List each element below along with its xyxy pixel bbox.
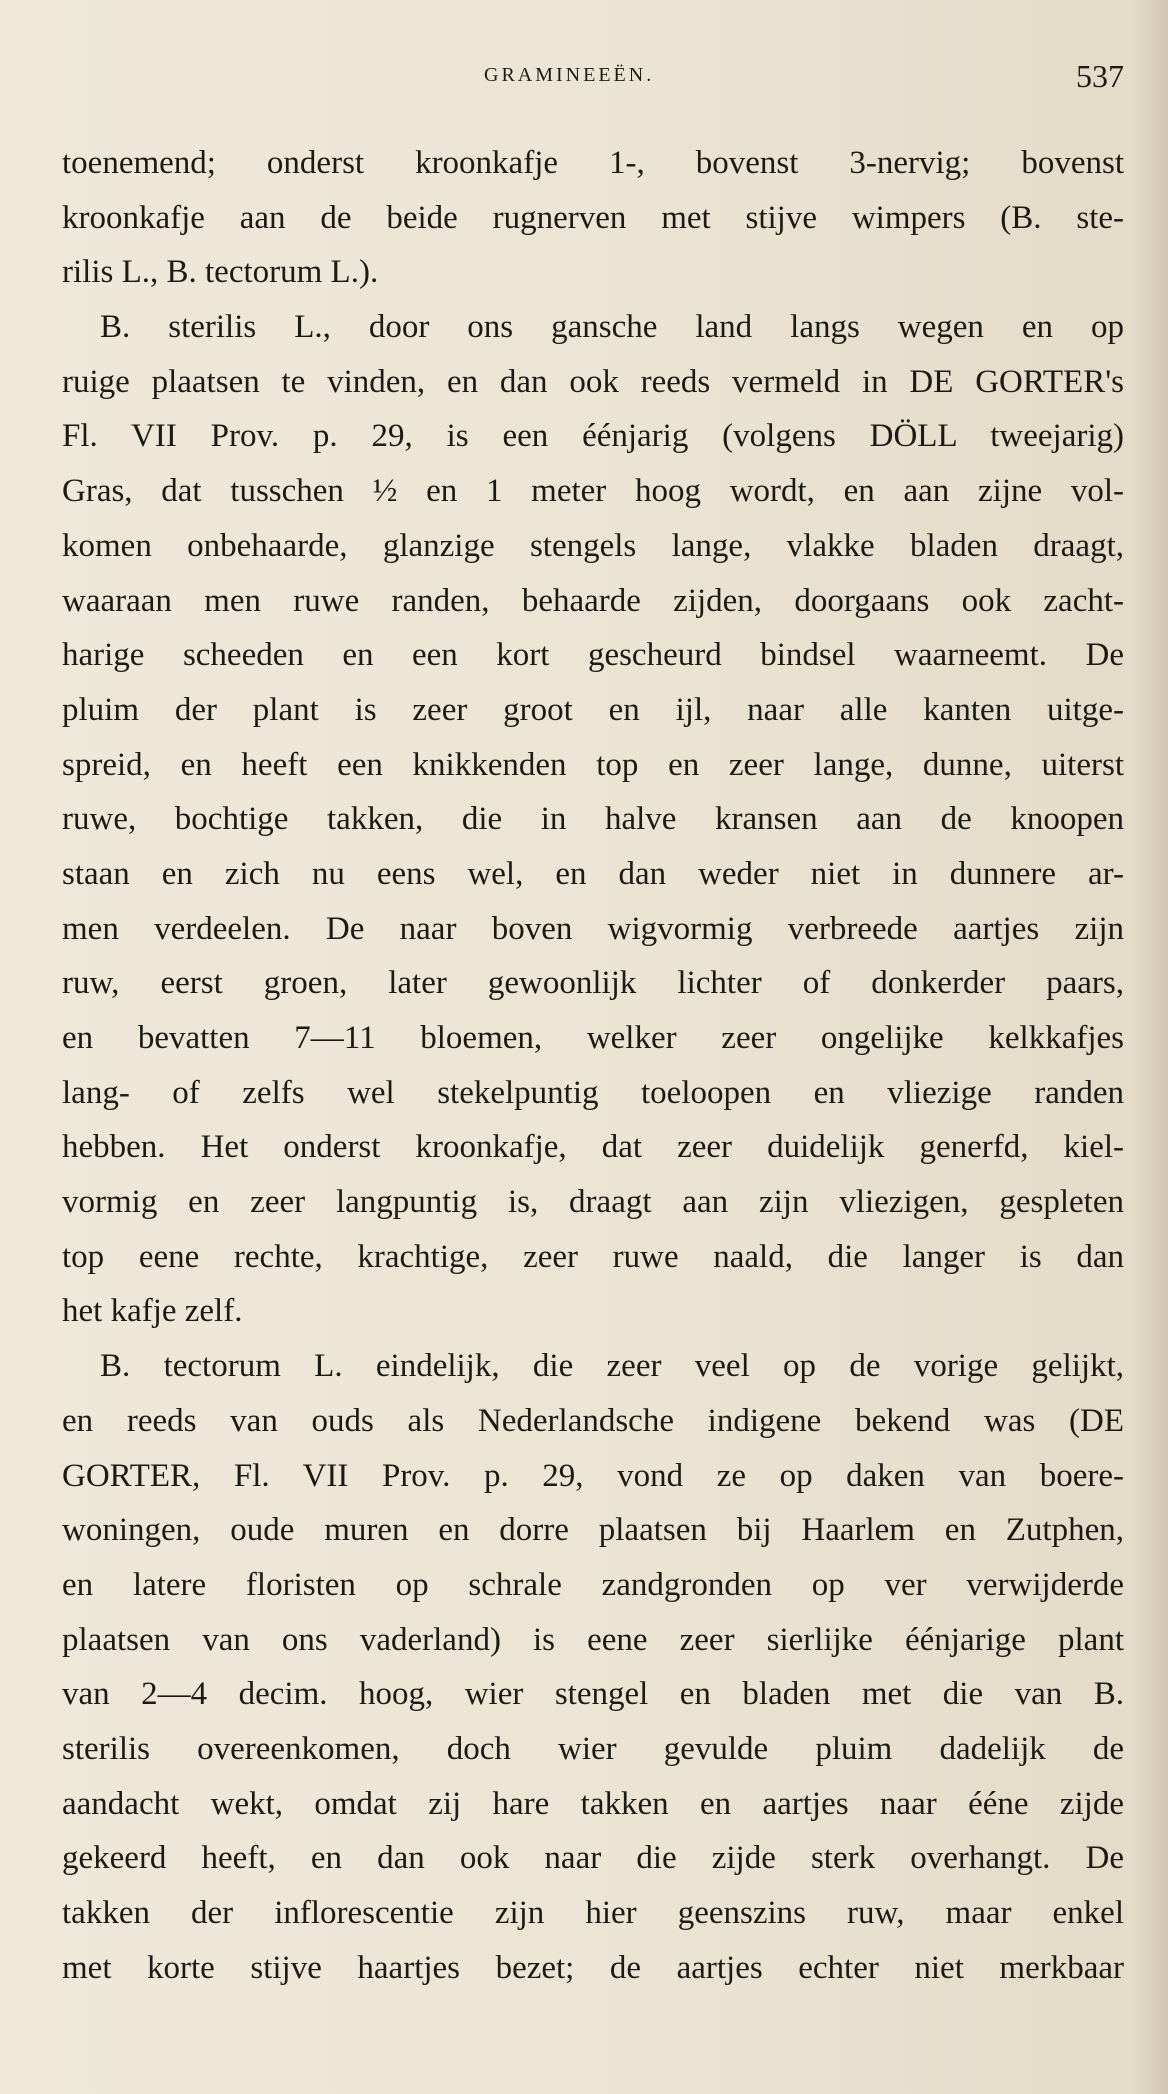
text-line: Fl. VII Prov. p. 29, is een éénjarig (volgens DÖLL tweejarig) [62, 418, 1124, 455]
chapter-title: GRAMINEEËN. [484, 64, 655, 86]
text-line: GORTER, Fl. VII Prov. p. 29, vond ze op daken van boere- [62, 1457, 1124, 1494]
text-line: ruige plaatsen te vinden, en dan ook reeds vermeld in DE GORTER's [62, 363, 1124, 400]
text-line: van 2—4 decim. hoog, wier stengel en bladen met die van B. [62, 1676, 1124, 1713]
text-line: met korte stijve haartjes bezet; de aartjes echter niet merkbaar [62, 1949, 1124, 1986]
text-line: harige scheeden en een kort gescheurd bindsel waarneemt. De [62, 637, 1124, 674]
text-line: aandacht wekt, omdat zij hare takken en aartjes naar ééne zijde [62, 1785, 1124, 1822]
text-line: Gras, dat tusschen ½ en 1 meter hoog wordt, en aan zijne vol- [62, 473, 1124, 510]
text-line: komen onbehaarde, glanzige stengels lange, vlakke bladen draagt, [62, 527, 1124, 564]
page-edge-shadow [1134, 0, 1168, 2094]
text-line: lang- of zelfs wel stekelpuntig toeloopen en vliezige randen [62, 1074, 1124, 1111]
text-line: ruwe, bochtige takken, die in halve kransen aan de knoopen [62, 801, 1124, 838]
text-line: het kafje zelf. [62, 1293, 243, 1330]
running-head [62, 58, 1124, 98]
text-line: B. tectorum L. eindelijk, die zeer veel op de vorige gelijkt, [100, 1348, 1124, 1385]
text-line: woningen, oude muren en dorre plaatsen bij Haarlem en Zutphen, [62, 1512, 1124, 1549]
text-line: en bevatten 7—11 bloemen, welker zeer ongelijke kelkkafjes [62, 1020, 1124, 1056]
text-line: kroonkafje aan de beide rugnerven met stijve wimpers (B. ste- [62, 199, 1124, 236]
text-line: sterilis overeenkomen, doch wier gevulde pluim dadelijk de [62, 1730, 1124, 1767]
text-line: spreid, en heeft een knikkenden top en zeer lange, dunne, uiterst [62, 746, 1124, 783]
text-line: B. sterilis L., door ons gansche land langs wegen en op [100, 309, 1124, 346]
text-line: pluim der plant is zeer groot en ijl, naar alle kanten uitge- [62, 691, 1124, 728]
body-text [62, 136, 1124, 1995]
text-line: takken der inflorescentie zijn hier geenszins ruw, maar enkel [62, 1895, 1124, 1931]
text-line: top eene rechte, krachtige, zeer ruwe naald, die langer is dan [62, 1238, 1124, 1275]
text-line: hebben. Het onderst kroonkafje, dat zeer duidelijk generfd, kiel- [62, 1129, 1124, 1166]
text-line: rilis L., B. tectorum L.). [62, 254, 379, 291]
text-line: en latere floristen op schrale zandgronden op ver verwijderde [62, 1566, 1124, 1603]
page-number: 537 [1076, 58, 1124, 94]
text-line: staan en zich nu eens wel, en dan weder niet in dunnere ar- [62, 855, 1124, 892]
text-line: toenemend; onderst kroonkafje 1-, bovenst 3-nervig; bovenst [62, 145, 1124, 181]
text-line: gekeerd heeft, en dan ook naar die zijde sterk overhangt. De [62, 1840, 1124, 1877]
text-line: waaraan men ruwe randen, behaarde zijden, doorgaans ook zacht- [62, 582, 1124, 619]
text-line: ruw, eerst groen, later gewoonlijk lichter of donkerder paars, [62, 965, 1124, 1002]
text-line: en reeds van ouds als Nederlandsche indigene bekend was (DE [62, 1402, 1124, 1439]
text-line: vormig en zeer langpuntig is, draagt aan zijn vliezigen, gespleten [62, 1184, 1124, 1221]
text-line: men verdeelen. De naar boven wigvormig verbreede aartjes zijn [62, 910, 1124, 947]
text-line: plaatsen van ons vaderland) is eene zeer sierlijke éénjarige plant [62, 1621, 1124, 1658]
